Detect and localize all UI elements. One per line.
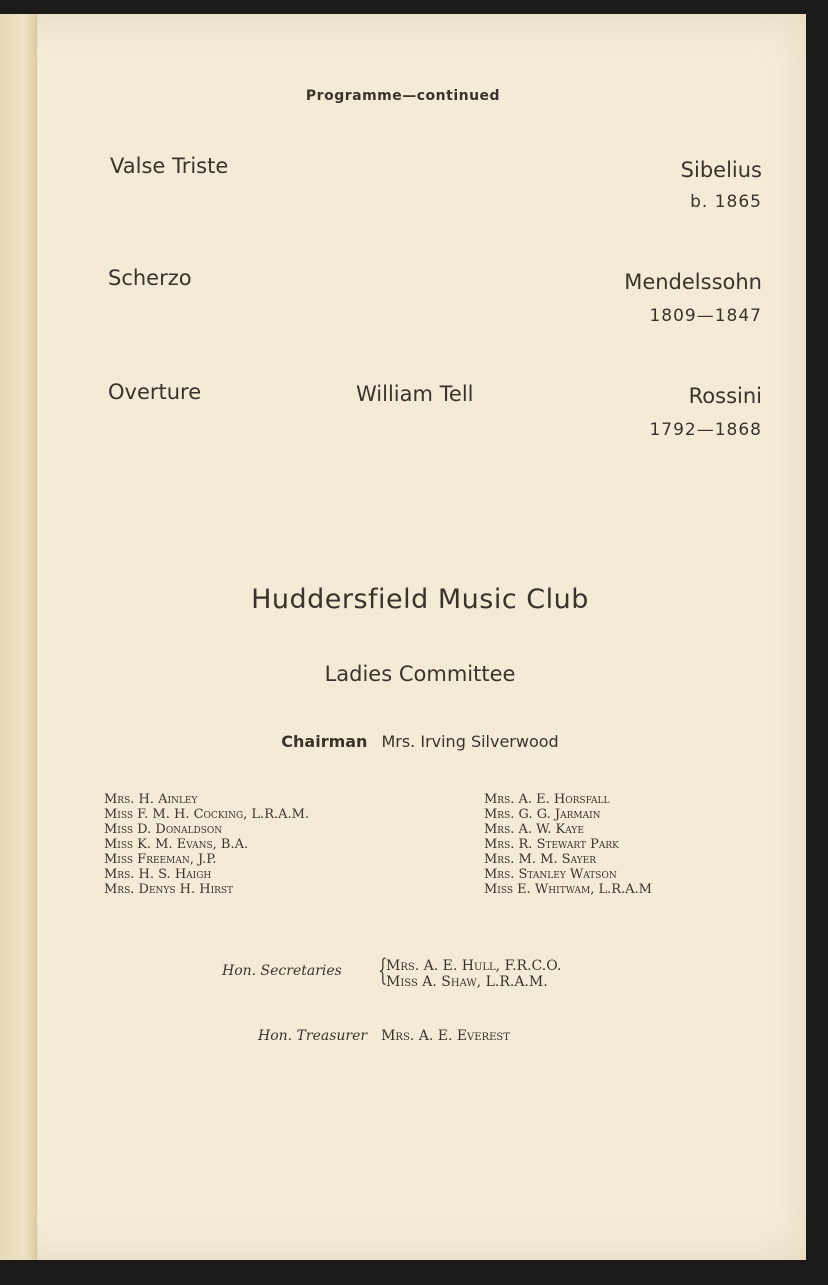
member-name: Mrs. M. M. Sayer <box>484 852 596 867</box>
brace-glyph: { <box>378 953 388 988</box>
member-name: Mrs. A. E. Horsfall <box>484 792 610 807</box>
work-subtitle: William Tell <box>356 382 474 406</box>
club-name: Huddersfield Music Club <box>251 584 589 615</box>
programme-heading: Programme—continued <box>305 88 501 104</box>
treasurer-name: Mrs. A. E. Everest <box>381 1028 510 1044</box>
member-name: Mrs. Denys H. Hirst <box>104 882 234 897</box>
treasurer-line <box>258 1028 510 1044</box>
member-name: Mrs. H. Ainley <box>104 792 198 807</box>
composer-name: Mendelssohn <box>624 270 762 294</box>
member-name: Miss F. M. H. Cocking, L.R.A.M. <box>104 807 310 822</box>
treasurer-label: Hon. Treasurer <box>258 1028 368 1044</box>
chairman-label: Chairman <box>281 732 368 751</box>
members-right-column <box>484 792 652 897</box>
composer-name: Rossini <box>688 384 762 408</box>
composer-name: Sibelius <box>680 158 762 182</box>
composer-dates: b. 1865 <box>690 192 762 212</box>
members-left-column <box>104 792 309 897</box>
member-name: Mrs. A. W. Kaye <box>484 822 584 837</box>
work-title: Scherzo <box>108 266 192 290</box>
member-name: Miss K. M. Evans, B.A. <box>104 837 249 852</box>
secretaries-names <box>386 958 561 990</box>
member-name: Miss Freeman, J.P. <box>104 852 217 867</box>
chairman-name: Mrs. Irving Silverwood <box>381 732 559 751</box>
member-name: Miss D. Donaldson <box>104 822 223 837</box>
member-name: Mrs. R. Stewart Park <box>484 837 619 852</box>
secretary-name: Mrs. A. E. Hull, F.R.C.O. <box>386 958 562 974</box>
work-title: Valse Triste <box>110 154 229 178</box>
composer-dates: 1809—1847 <box>649 306 762 326</box>
chairman-line <box>0 732 828 751</box>
committee-title: Ladies Committee <box>324 662 516 686</box>
composer-dates: 1792—1868 <box>649 420 762 440</box>
member-name: Miss E. Whitwam, L.R.A.M <box>484 882 652 897</box>
member-name: Mrs. Stanley Watson <box>484 867 617 882</box>
work-title: Overture <box>108 380 202 404</box>
programme-page <box>0 14 806 1260</box>
secretary-name: Miss A. Shaw, L.R.A.M. <box>386 974 548 990</box>
member-name: Mrs. H. S. Haigh <box>104 867 212 882</box>
secretaries-label: Hon. Secretaries <box>222 963 342 979</box>
member-name: Mrs. G. G. Jarmain <box>484 807 601 822</box>
book-spine <box>0 14 37 1260</box>
